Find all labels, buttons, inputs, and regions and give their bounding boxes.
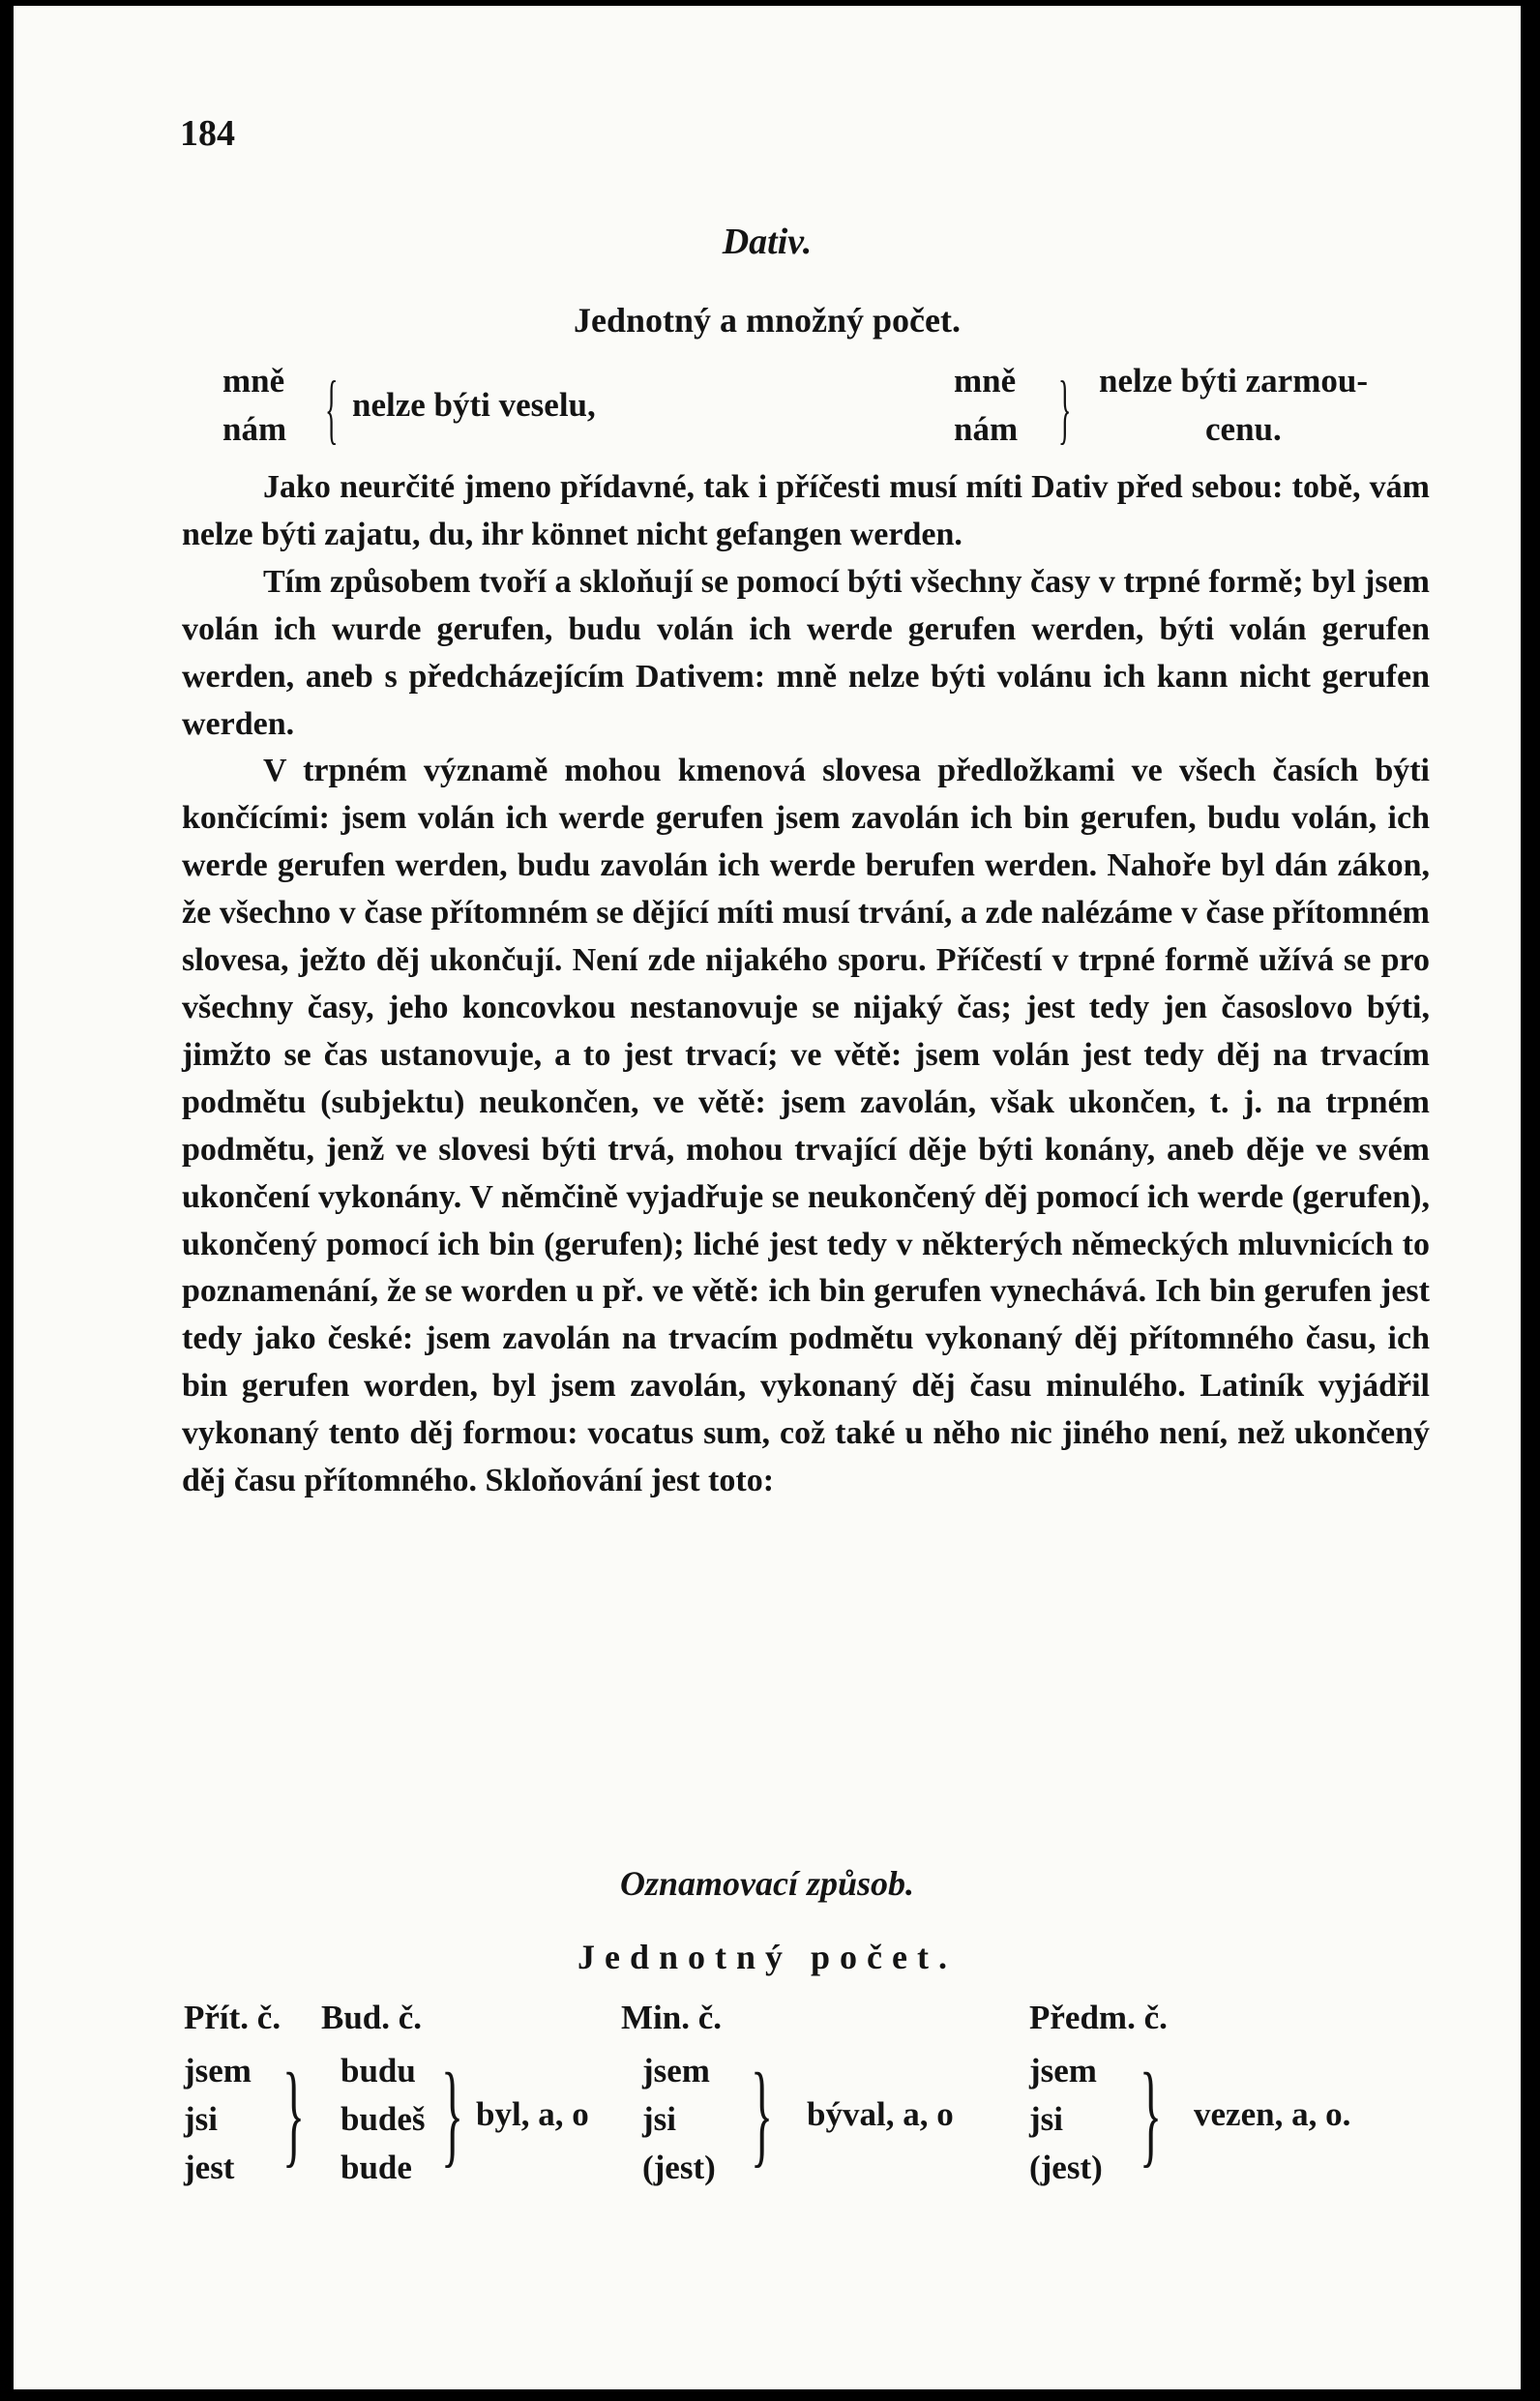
book-page — [14, 6, 1521, 2389]
future-form: budeš — [341, 2100, 426, 2138]
page-number: 184 — [180, 113, 235, 154]
past-brace: } — [751, 2049, 774, 2178]
pluperfect-form: jsem — [1029, 2052, 1097, 2090]
past-form: jsi — [642, 2100, 676, 2138]
right-phrase-1: nelze býti zarmou- — [1099, 362, 1368, 400]
pluperfect-form: (jest) — [1029, 2149, 1103, 2186]
present-form: jest — [184, 2149, 235, 2186]
pluperfect-participle: vezen, a, o. — [1194, 2095, 1351, 2133]
future-column — [341, 2047, 426, 2192]
paragraph: Jako neurčité jmeno přídavné, tak i příčesti musí míti Dativ před sebou: tobě, vám nelze býti zajatu, du, ihr könnet nicht gefangen werden. — [182, 469, 1430, 552]
subtitle: Jednotný a množný počet. — [573, 301, 961, 340]
past-form: jsem — [642, 2052, 710, 2090]
pluperfect-form: jsi — [1029, 2100, 1063, 2138]
right-pronoun-1: mně — [954, 362, 1017, 400]
section-title: Dativ. — [722, 222, 813, 262]
paragraph: Tím způsobem tvoří a skloňují se pomocí býti všechny časy v trpné formě; byl jsem volán ich wurde gerufen, budu volán ich werde gerufen werden, býti volán gerufen werden, aneb s předcházejícím Dativem: mně nelze býti volánu ich kann nicht gerufen werden. — [182, 563, 1430, 742]
left-pronoun-2: nám — [222, 410, 287, 448]
paragraph: V trpném významě mohou kmenová slovesa předložkami ve všech časích býti končícími: jsem volán ich werde gerufen jsem zavolán ich bin gerufen, budu volán, ich werde gerufen werden, budu zavolán ich werde berufen werden. Nahoře byl dán zákon, že všechno v čase přítomném se dějící míti musí trvání, a zde nalézáme v čase přítomném slovesa, ježto děj ukončují. Není zde nijakého sporu. Příčestí v trpné formě užívá se pro všechny časy, jeho koncovkou nestanovuje se nijaký čas; jest tedy jen časoslovo býti, jimžto se čas ustanovuje, a to jest trvací; ve větě: jsem volán jest tedy děj na trvacím podmětu (subjektu) neukončen, ve větě: jsem zavolán, však ukončen, t. j. na trpném podmětu, jenž ve slovesi býti trvá, mohou trvající děje býti konány, aneb děje ve svém ukončení vykonány. V němčině vyjadřuje se neukončený děj pomocí ich werde (gerufen), ukončený pomocí ich bin (gerufen); liché jest tedy v některých německých mluvnicích to poznamenání, že se worden u př. ve větě: ich bin gerufen vynechává. Ich bin gerufen jest tedy jako české: jsem zavolán na trvacím podmětu vykonaný děj přítomného času, ich bin gerufen worden, byl jsem zavolán, vykonaný děj času minulého. Latiník vyjádřil vykonaný tento děj formou: vocatus sum, což také u něho nic jiného není, než ukončený děj času přítomného. Skloňování jest toto: — [182, 753, 1430, 1499]
right-pronoun-2: nám — [954, 410, 1019, 448]
number-title: Jednotný počet. — [578, 1938, 957, 1976]
header-pluperfect: Předm. č. — [1029, 1999, 1168, 2036]
header-present: Přít. č. — [184, 1999, 281, 2036]
right-phrase-2: cenu. — [1205, 410, 1282, 448]
pluperfect-brace: } — [1140, 2049, 1163, 2178]
header-future: Bud. č. — [321, 1999, 423, 2036]
left-brace: { — [325, 367, 339, 452]
present-form: jsem — [184, 2052, 252, 2090]
right-brace: } — [1058, 367, 1072, 452]
present-brace: } — [282, 2049, 306, 2178]
future-form: budu — [341, 2052, 416, 2090]
left-phrase: nelze býti veselu, — [352, 386, 596, 424]
pluperfect-column — [1029, 2047, 1103, 2192]
mood-title: Oznamovací způsob. — [619, 1864, 915, 1903]
future-form: bude — [341, 2149, 412, 2186]
present-column — [184, 2047, 252, 2192]
past-participle: býval, a, o — [807, 2095, 954, 2133]
header-past: Min. č. — [621, 1999, 723, 2036]
present-form: jsi — [184, 2100, 218, 2138]
body-text — [182, 464, 1430, 1505]
past-column — [642, 2047, 716, 2192]
future-participle: byl, a, o — [476, 2095, 589, 2133]
left-pronoun-1: mně — [222, 362, 285, 400]
past-form: (jest) — [642, 2149, 716, 2186]
future-brace: } — [441, 2049, 464, 2178]
